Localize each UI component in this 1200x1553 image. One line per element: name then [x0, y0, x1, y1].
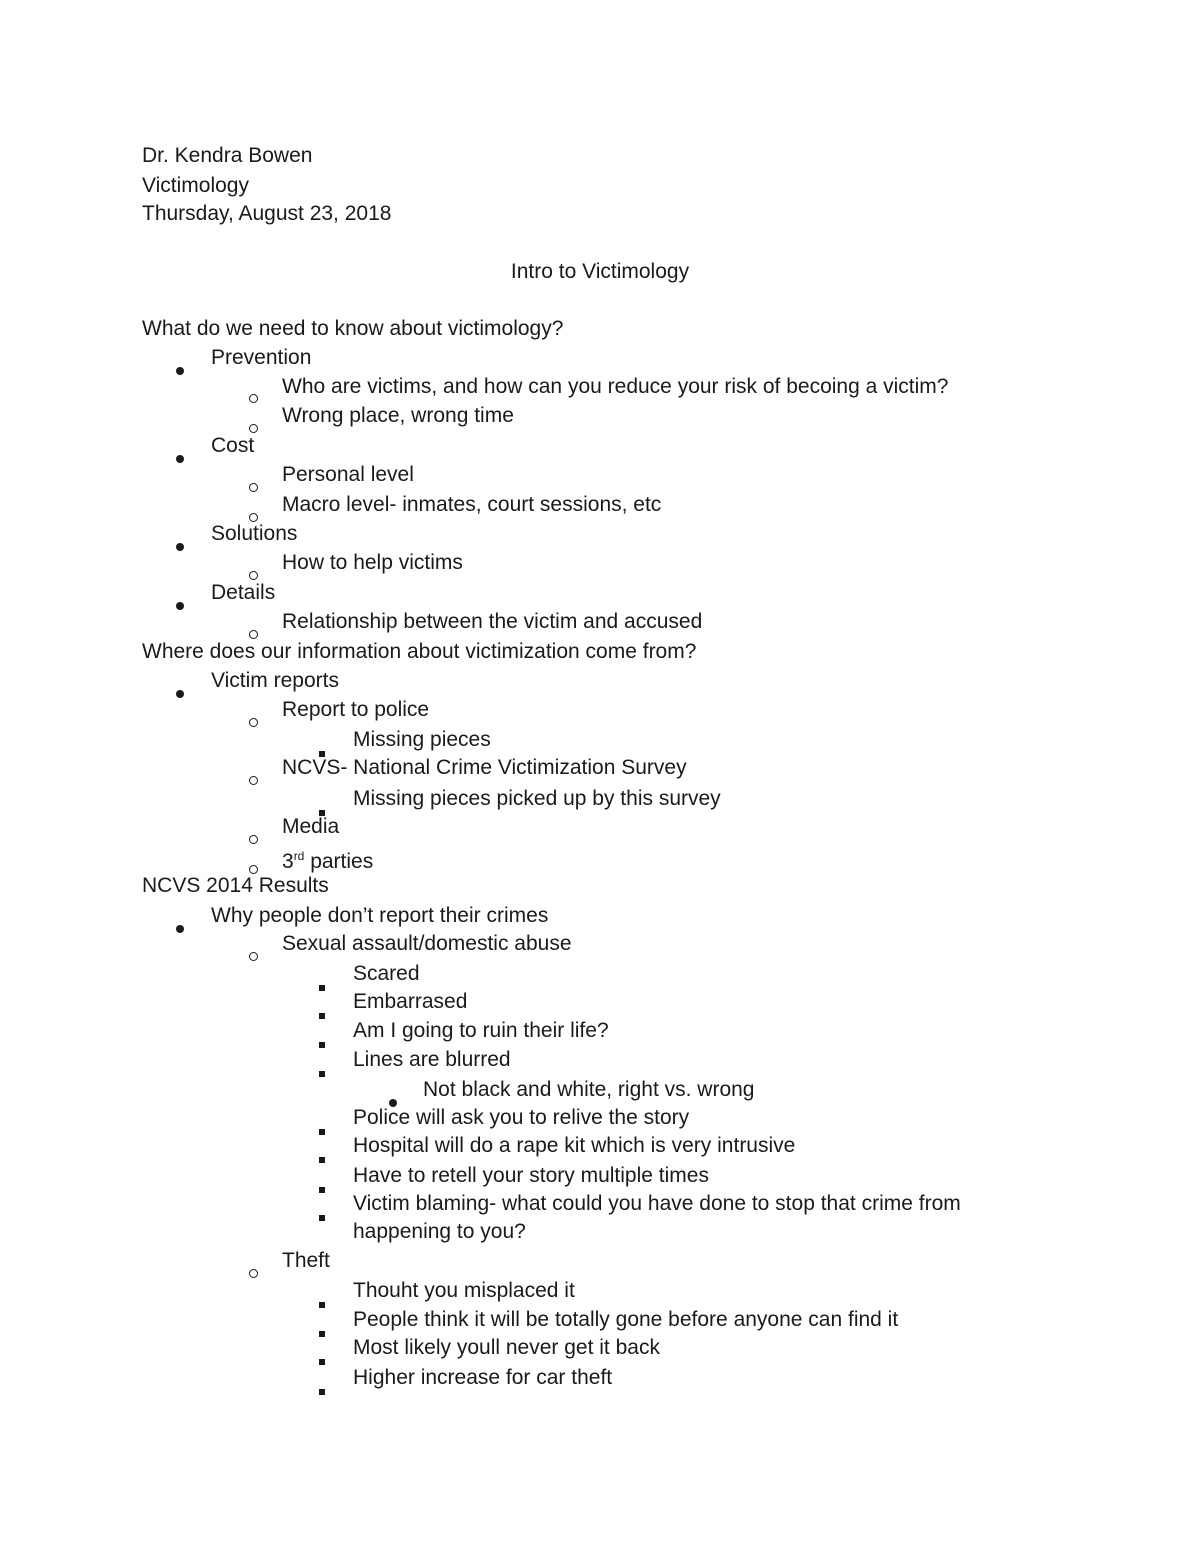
- bullet-square-icon: [319, 1344, 325, 1373]
- bullet-circle-icon: [249, 1257, 258, 1286]
- bullet-dot-icon: [176, 442, 184, 471]
- list-item: Victim blaming- what could you have done to stop that crime from: [353, 1192, 961, 1215]
- bullet-circle-icon: [249, 764, 258, 793]
- list-item: Details: [211, 581, 276, 604]
- author-line: Dr. Kendra Bowen: [142, 144, 313, 167]
- list-item: Theft: [282, 1249, 330, 1272]
- third-number: 3: [282, 850, 294, 873]
- list-item: How to help victims: [282, 551, 463, 574]
- course-line: Victimology: [142, 174, 249, 197]
- bullet-circle-icon: [249, 940, 258, 969]
- list-item: Embarrased: [353, 990, 468, 1013]
- question-heading: What do we need to know about victimology?: [142, 317, 564, 340]
- bullet-dot-icon: [176, 530, 184, 559]
- list-item: Higher increase for car theft: [353, 1366, 613, 1389]
- list-item: Victim reports: [211, 669, 339, 692]
- bullet-circle-icon: [249, 823, 258, 852]
- list-item: Most likely youll never get it back: [353, 1336, 660, 1359]
- bullet-dot-icon: [176, 677, 184, 706]
- list-item: Am I going to ruin their life?: [353, 1019, 609, 1042]
- bullet-square-icon: [319, 1374, 325, 1403]
- bullet-square-icon: [319, 1287, 325, 1316]
- bullet-square-icon: [319, 1056, 325, 1085]
- document-title: Intro to Victimology: [510, 260, 690, 283]
- third-superscript: rd: [293, 849, 305, 863]
- bullet-circle-icon: [249, 382, 258, 411]
- third-rest: parties: [304, 850, 374, 873]
- list-item: Cost: [211, 434, 255, 457]
- list-item: Missing pieces picked up by this survey: [353, 787, 721, 810]
- list-item: Missing pieces: [353, 728, 491, 751]
- bullet-circle-icon: [249, 706, 258, 735]
- list-item: People think it will be totally gone before anyone can find it: [353, 1308, 899, 1331]
- list-item: Solutions: [211, 522, 298, 545]
- date-line: Thursday, August 23, 2018: [142, 202, 392, 225]
- bullet-circle-icon: [249, 471, 258, 500]
- list-item: Relationship between the victim and accused: [282, 610, 703, 633]
- question-heading: Where does our information about victimization come from?: [142, 640, 697, 663]
- bullet-dot-icon: [176, 589, 184, 618]
- bullet-square-icon: [319, 998, 325, 1027]
- bullet-square-icon: [319, 1200, 325, 1229]
- list-item: Hospital will do a rape kit which is very intrusive: [353, 1134, 796, 1157]
- bullet-square-icon: [319, 1316, 325, 1345]
- list-item: Wrong place, wrong time: [282, 404, 514, 427]
- list-item: Thouht you misplaced it: [353, 1279, 575, 1302]
- bullet-dot-icon: [176, 912, 184, 941]
- list-item: Have to retell your story multiple times: [353, 1164, 709, 1187]
- list-item: Not black and white, right vs. wrong: [423, 1078, 755, 1101]
- list-item: Lines are blurred: [353, 1048, 511, 1071]
- section-heading: NCVS 2014 Results: [142, 874, 329, 897]
- bullet-square-icon: [319, 1027, 325, 1056]
- list-item: Macro level- inmates, court sessions, etc: [282, 493, 662, 516]
- bullet-square-icon: [319, 1172, 325, 1201]
- bullet-square-icon: [319, 970, 325, 999]
- bullet-dot-icon: [176, 354, 184, 383]
- list-item: Police will ask you to relive the story: [353, 1106, 690, 1129]
- bullet-square-icon: [319, 1142, 325, 1171]
- list-item-continuation: happening to you?: [353, 1220, 526, 1243]
- list-item: Personal level: [282, 463, 414, 486]
- list-item: Scared: [353, 962, 420, 985]
- list-item: NCVS- National Crime Victimization Survey: [282, 756, 687, 779]
- list-item: Media: [282, 815, 340, 838]
- bullet-square-icon: [319, 1114, 325, 1143]
- list-item: Why people don’t report their crimes: [211, 904, 549, 927]
- list-item: Report to police: [282, 698, 430, 721]
- list-item: Sexual assault/domestic abuse: [282, 932, 572, 955]
- list-item: Prevention: [211, 346, 312, 369]
- list-item: Who are victims, and how can you reduce your risk of becoing a victim?: [282, 375, 949, 398]
